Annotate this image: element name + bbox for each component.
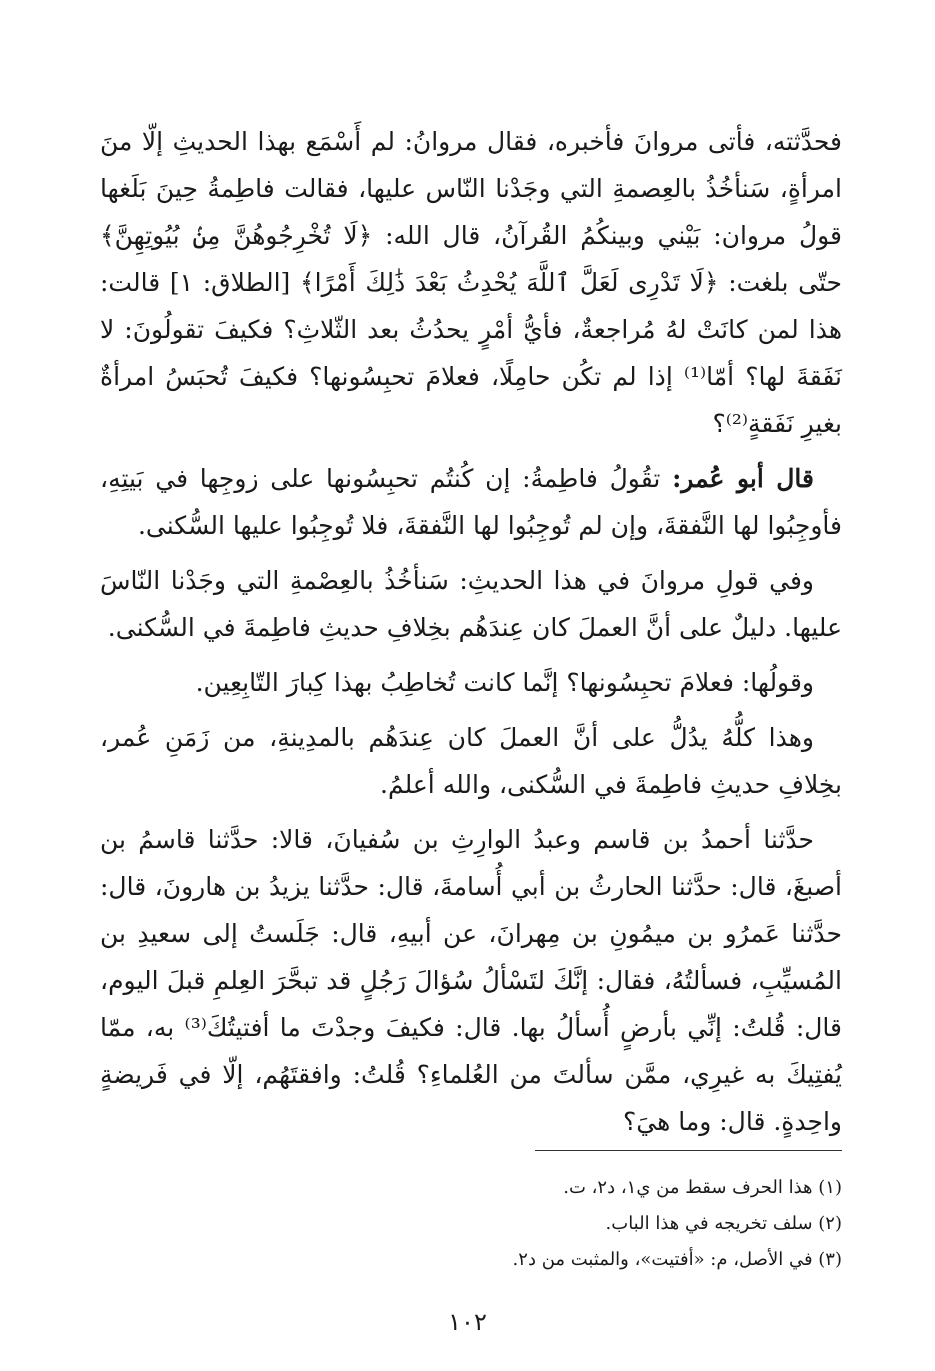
paragraph-5: وهذا كلُّهُ يدُلُّ على أنَّ العملَ كان عِندَهُم بالمدِينةِ، من زَمَنِ عُمر، بخِلافِ حديثِ فاطِمةَ في السُّكنى، والله أعلمُ. <box>100 723 842 799</box>
paragraph-6: حدَّثنا أحمدُ بن قاسم وعبدُ الوارِثِ بن سُفيانَ، قالا: حدَّثنا قاسمُ بن أصبغَ، قال: حدَّثنا الحارثُ بن أبي أُسامةَ، قال: حدَّثنا يزيدُ بن هارونَ، قال: حدَّثنا عَمرُو بن ميمُونِ بن مِهرانَ، عن أبيهِ، قال: جَلَستُ إلى سعيدِ بن المُسيِّبِ، فسألتُهُ، فقال: إنَّكَ لتَسْألُ سُؤالَ رَجُلٍ قد تبحَّرَ العِلمِ قبلَ اليوم، قال: قُلتُ: إنِّي بأرضٍ أُسألُ بها. قال: فكيفَ وجدْتَ ما أفتيتُكَ⁽³⁾ به، ممّا يُفتِيكَ به غيرِي، ممَّن سألتَ من العُلماءِ؟ قُلتُ: وافقتَهُم، إلّا في فَريضةٍ واحِدةٍ. قال: وما هيَ؟ <box>100 825 842 1136</box>
page-number: ١٠٢ <box>448 1308 487 1336</box>
paragraph-4: وقولُها: فعلامَ تحبِسُونها؟ إنَّما كانت تُخاطِبُ بهذا كِبارَ التّابِعِين. <box>195 668 814 697</box>
speaker-label: قال أبو عُمر: <box>672 464 814 493</box>
footnote-3: (٣) في الأصل، م: «أفتيت»، والمثبت من د٢. <box>512 1249 842 1270</box>
paragraph-2-text: تقُولُ فاطِمةُ: إن كُنتُم تحبِسُونها على زوجِها في بَيتِهِ، فأوجِبُوا لها النَّفقةَ، وإن لم تُوجِبُوا لها النَّفقةَ، فلا تُوجِبُوا عليها السُّكنى. <box>100 464 842 540</box>
paragraph-1: فحدَّثته، فأتى مروانَ فأخبره، فقال مروانُ: لم أَسْمَع بهذا الحديثِ إلّا منَ امرأةٍ، سَنأخُذُ بالعِصمةِ التي وجَدْنا النّاس عليها، فقالت فاطِمةُ حِينَ بَلَغها قولُ مروان: بَيْني وبينكُمُ القُرآنُ، قال الله: ﴿لَا تُخْرِجُوهُنَّ مِنۢ بُيُوتِهِنَّ﴾ حتّى بلغت: ﴿لَا تَدْرِى لَعَلَّ ٱللَّهَ يُحْدِثُ بَعْدَ ذَٰلِكَ أَمْرًا﴾ [الطلاق: ١] قالت: هذا لمن كانَتْ لهُ مُراجعةٌ، فأيُّ أمْرٍ يحدُثُ بعد الثّلاثِ؟ فكيفَ تقولُونَ: لا نَفَقةَ لها؟ أمّا⁽¹⁾ إذا لم تكُن حامِلًا، فعلامَ تحبِسُونها؟ فكيفَ تُحبَسُ امرأةٌ بغيرِ نَفَقةٍ⁽²⁾؟ <box>100 127 842 438</box>
paragraph-3: وفي قولِ مروانَ في هذا الحديثِ: سَنأخُذُ بالعِصْمةِ التي وجَدْنا النّاسَ عليها. دليلٌ على أنَّ العملَ كان عِندَهُم بخِلافِ حديثِ فاطِمةَ في السُّكنى. <box>100 566 842 642</box>
footnote-1: (١) هذا الحرف سقط من ي١، د٢، ت. <box>563 1177 842 1198</box>
paragraph-2 <box>100 455 842 549</box>
footnote-2: (٢) سلف تخريجه في هذا الباب. <box>605 1213 842 1234</box>
main-text <box>100 118 842 1153</box>
footnotes <box>350 1170 842 1278</box>
footnote-divider <box>535 1150 842 1151</box>
